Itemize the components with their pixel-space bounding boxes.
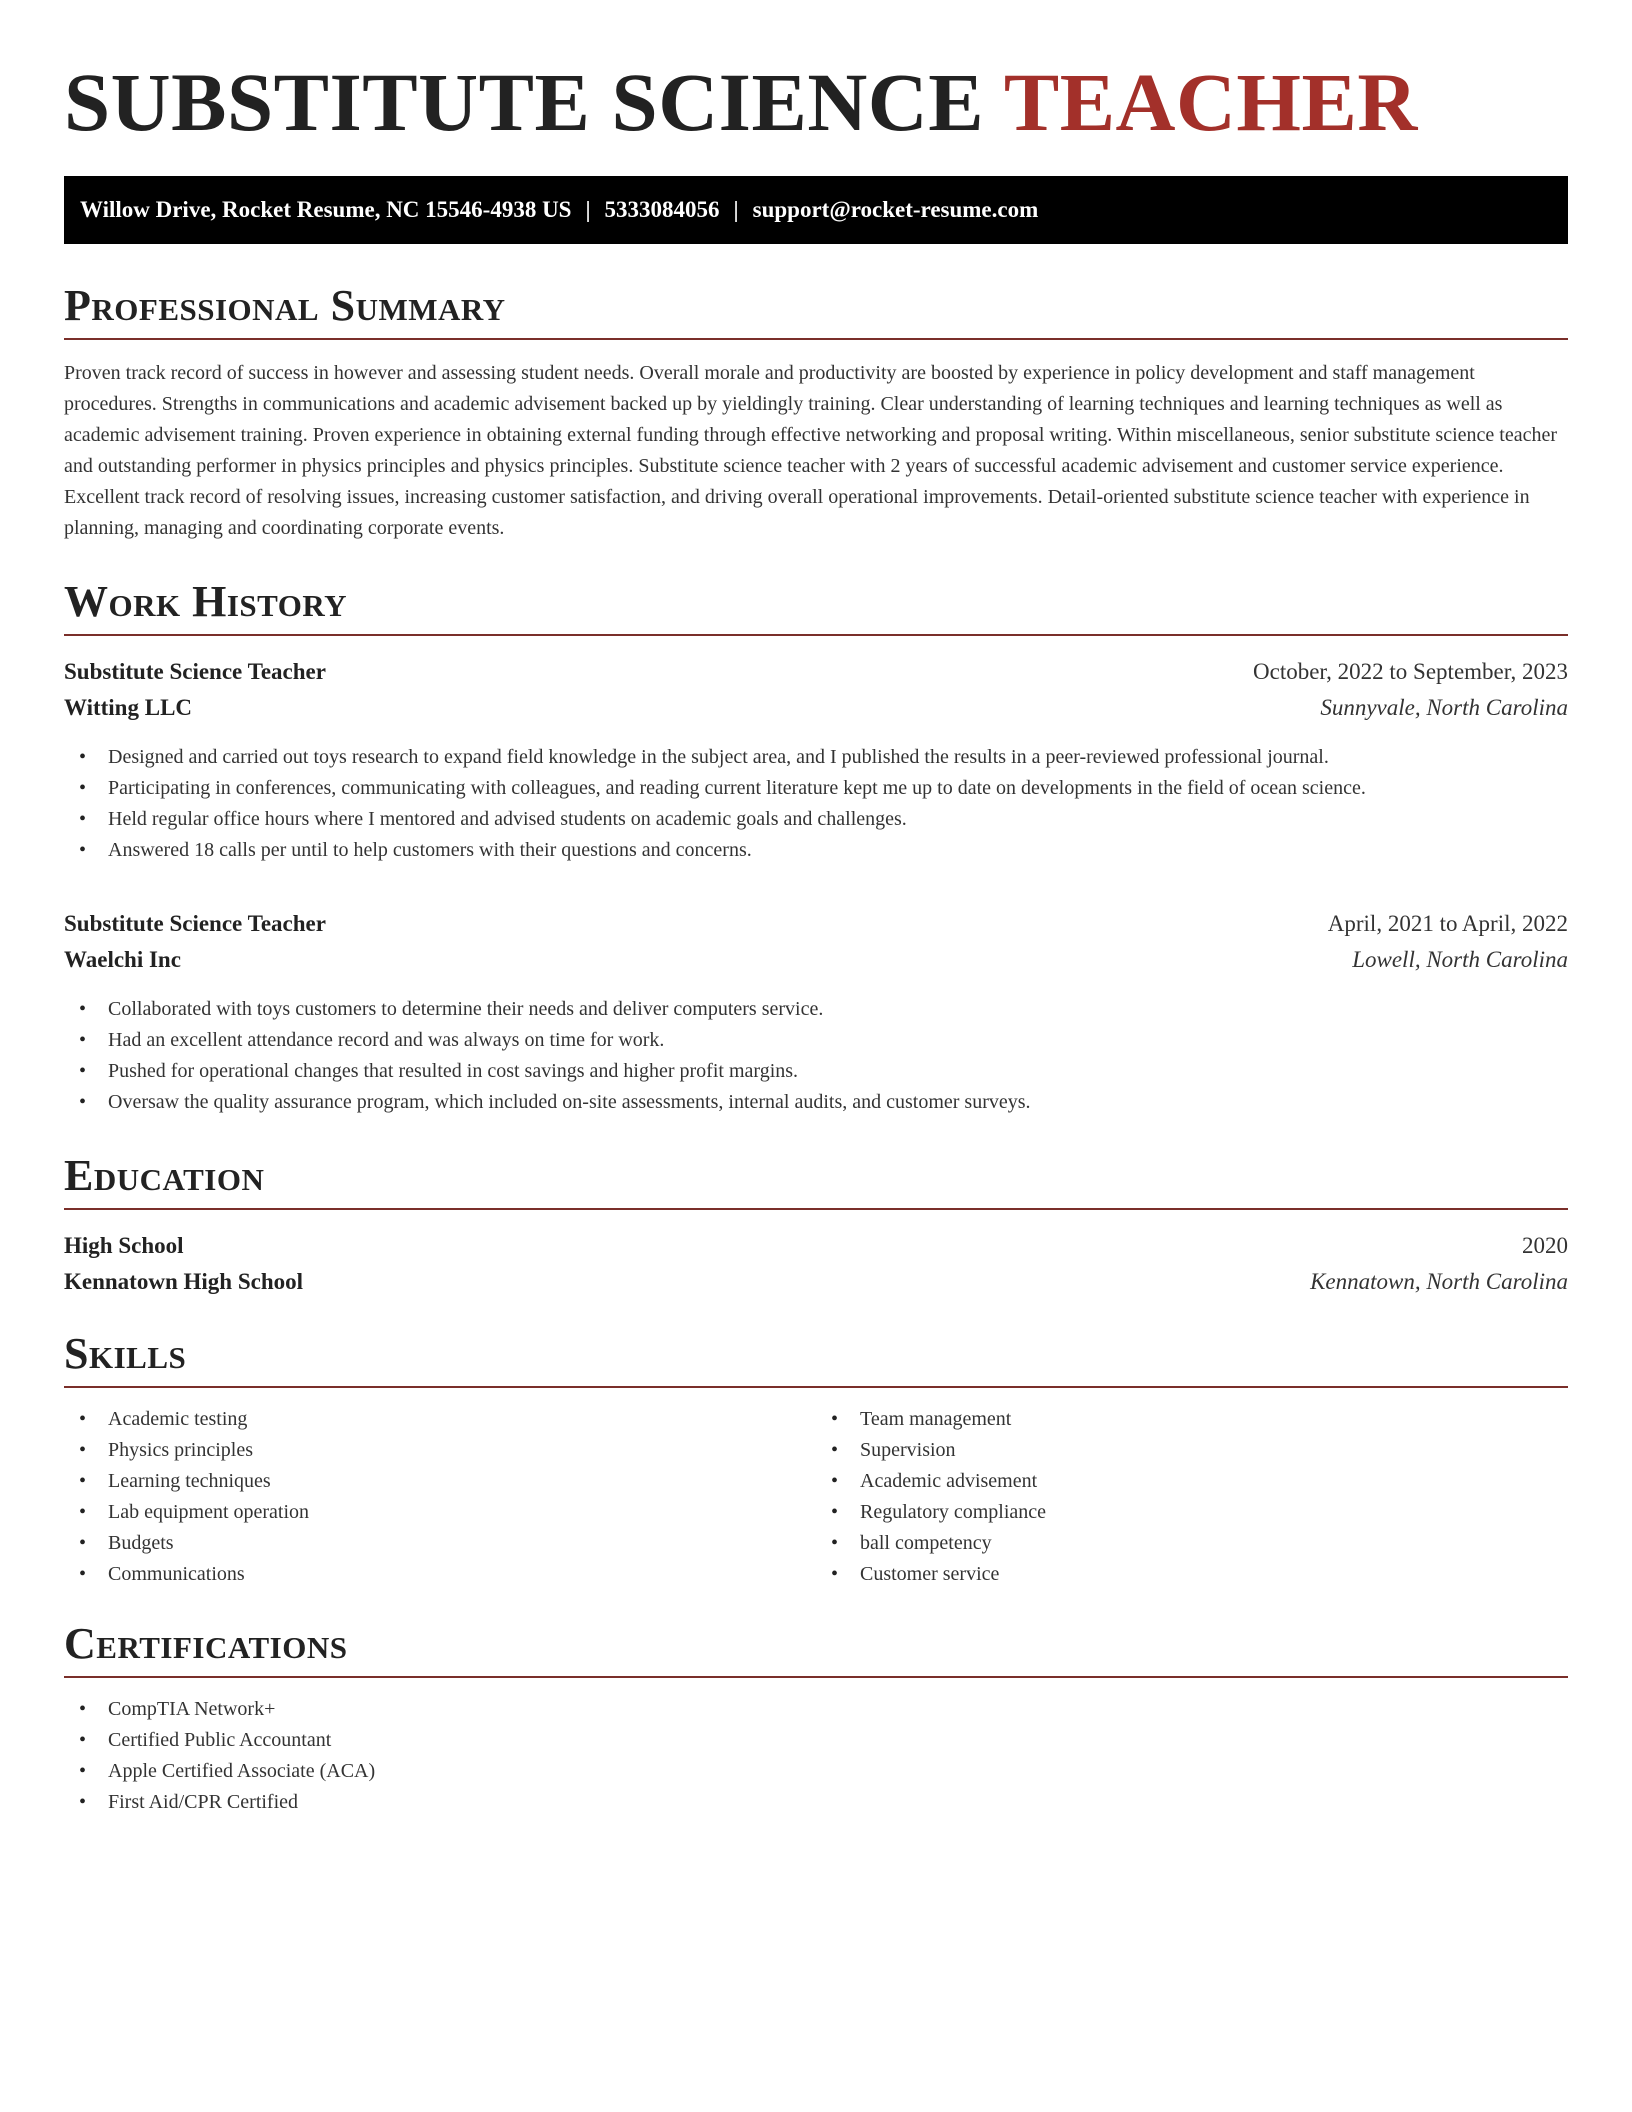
summary-heading: Professional Summary bbox=[64, 281, 506, 330]
education-year: 2020 bbox=[1522, 1233, 1568, 1258]
section-divider bbox=[64, 338, 1568, 340]
education-heading: Education bbox=[64, 1151, 265, 1200]
job-location: Lowell, North Carolina bbox=[1352, 947, 1568, 972]
contact-bar bbox=[64, 176, 1568, 244]
job-bullet: • Pushed for operational changes that resulted in cost savings and higher profit margins. bbox=[79, 1056, 1568, 1087]
skill-item: • Regulatory compliance bbox=[831, 1497, 1568, 1528]
job-bullet: • Had an excellent attendance record and was always on time for work. bbox=[79, 1025, 1568, 1056]
skills-grid bbox=[64, 1404, 1568, 1590]
certification-item: • Apple Certified Associate (ACA) bbox=[79, 1756, 1568, 1787]
work-history-heading: Work History bbox=[64, 577, 348, 626]
resume-name bbox=[64, 52, 1568, 152]
education-degree: High School bbox=[64, 1233, 184, 1258]
skill-item: • Physics principles bbox=[79, 1435, 816, 1466]
job-bullets bbox=[64, 742, 1568, 866]
education-location: Kennatown, North Carolina bbox=[1310, 1269, 1568, 1294]
skill-item: • Academic advisement bbox=[831, 1466, 1568, 1497]
job-company: Witting LLC bbox=[64, 695, 193, 720]
job-company: Waelchi Inc bbox=[64, 947, 181, 972]
skill-item: • ball competency bbox=[831, 1528, 1568, 1559]
job-entry bbox=[64, 654, 1568, 866]
section-divider bbox=[64, 1386, 1568, 1388]
skill-item: • Team management bbox=[831, 1404, 1568, 1435]
skill-item: • Customer service bbox=[831, 1559, 1568, 1590]
job-bullet: • Participating in conferences, communicating with colleagues, and reading current literature kept me up to date on developments in the field of ocean science. bbox=[79, 773, 1568, 804]
job-role: Substitute Science Teacher bbox=[64, 911, 326, 936]
contact-email: support@rocket-resume.com bbox=[752, 197, 1039, 222]
job-entry bbox=[64, 906, 1568, 1118]
skills-list-left bbox=[64, 1404, 816, 1590]
contact-separator: | bbox=[733, 197, 739, 222]
job-role: Substitute Science Teacher bbox=[64, 659, 326, 684]
job-bullet: • Designed and carried out toys research to expand field knowledge in the subject area, and I published the results in a peer-reviewed professional journal. bbox=[79, 742, 1568, 773]
certification-item: • First Aid/CPR Certified bbox=[79, 1787, 1568, 1818]
section-divider bbox=[64, 1208, 1568, 1210]
skill-item: • Academic testing bbox=[79, 1404, 816, 1435]
job-dates: October, 2022 to September, 2023 bbox=[1253, 659, 1568, 684]
job-bullet: • Collaborated with toys customers to determine their needs and deliver computers service. bbox=[79, 994, 1568, 1025]
job-location: Sunnyvale, North Carolina bbox=[1320, 695, 1568, 720]
job-dates: April, 2021 to April, 2022 bbox=[1327, 911, 1568, 936]
certification-item: • Certified Public Accountant bbox=[79, 1725, 1568, 1756]
certifications-list bbox=[64, 1694, 1568, 1818]
job-bullet: • Answered 18 calls per until to help customers with their questions and concerns. bbox=[79, 835, 1568, 866]
skill-item: • Supervision bbox=[831, 1435, 1568, 1466]
section-divider bbox=[64, 1676, 1568, 1678]
certification-item: • CompTIA Network+ bbox=[79, 1694, 1568, 1725]
education-school: Kennatown High School bbox=[64, 1269, 303, 1294]
contact-phone: 5333084056 bbox=[604, 197, 720, 222]
skills-heading: Skills bbox=[64, 1329, 187, 1378]
section-divider bbox=[64, 634, 1568, 636]
certifications-heading: Certifications bbox=[64, 1619, 348, 1668]
skills-list-right bbox=[816, 1404, 1568, 1590]
skill-item: • Lab equipment operation bbox=[79, 1497, 816, 1528]
job-bullet: • Oversaw the quality assurance program, which included on-site assessments, internal audits, and customer surveys. bbox=[79, 1087, 1568, 1118]
name-accent: TEACHER bbox=[1003, 56, 1418, 148]
skill-item: • Learning techniques bbox=[79, 1466, 816, 1497]
job-bullets bbox=[64, 994, 1568, 1118]
skill-item: • Budgets bbox=[79, 1528, 816, 1559]
skill-item: • Communications bbox=[79, 1559, 816, 1590]
name-main: SUBSTITUTE SCIENCE bbox=[64, 56, 985, 148]
summary-text: Proven track record of success in however and assessing student needs. Overall morale and productivity are boosted by experience in policy development and staff management procedures. Strengths in communications and academic advisement backed up by yieldingly training. Clear understanding of learning techniques and learning techniques as well as academic advisement training. Proven experience in obtaining external funding through effective networking and proposal writing. Within miscellaneous, senior substitute science teacher and outstanding performer in physics principles and physics principles. Substitute science teacher with 2 years of successful academic advisement and customer service experience. Excellent track record of resolving issues, increasing customer satisfaction, and driving overall operational improvements. Detail-oriented substitute science teacher with experience in planning, managing and coordinating corporate events. bbox=[64, 362, 1557, 539]
contact-address: Willow Drive, Rocket Resume, NC 15546-4938 US bbox=[80, 197, 572, 222]
job-bullet: • Held regular office hours where I mentored and advised students on academic goals and challenges. bbox=[79, 804, 1568, 835]
education-entry bbox=[64, 1228, 1568, 1300]
contact-separator: | bbox=[585, 197, 591, 222]
